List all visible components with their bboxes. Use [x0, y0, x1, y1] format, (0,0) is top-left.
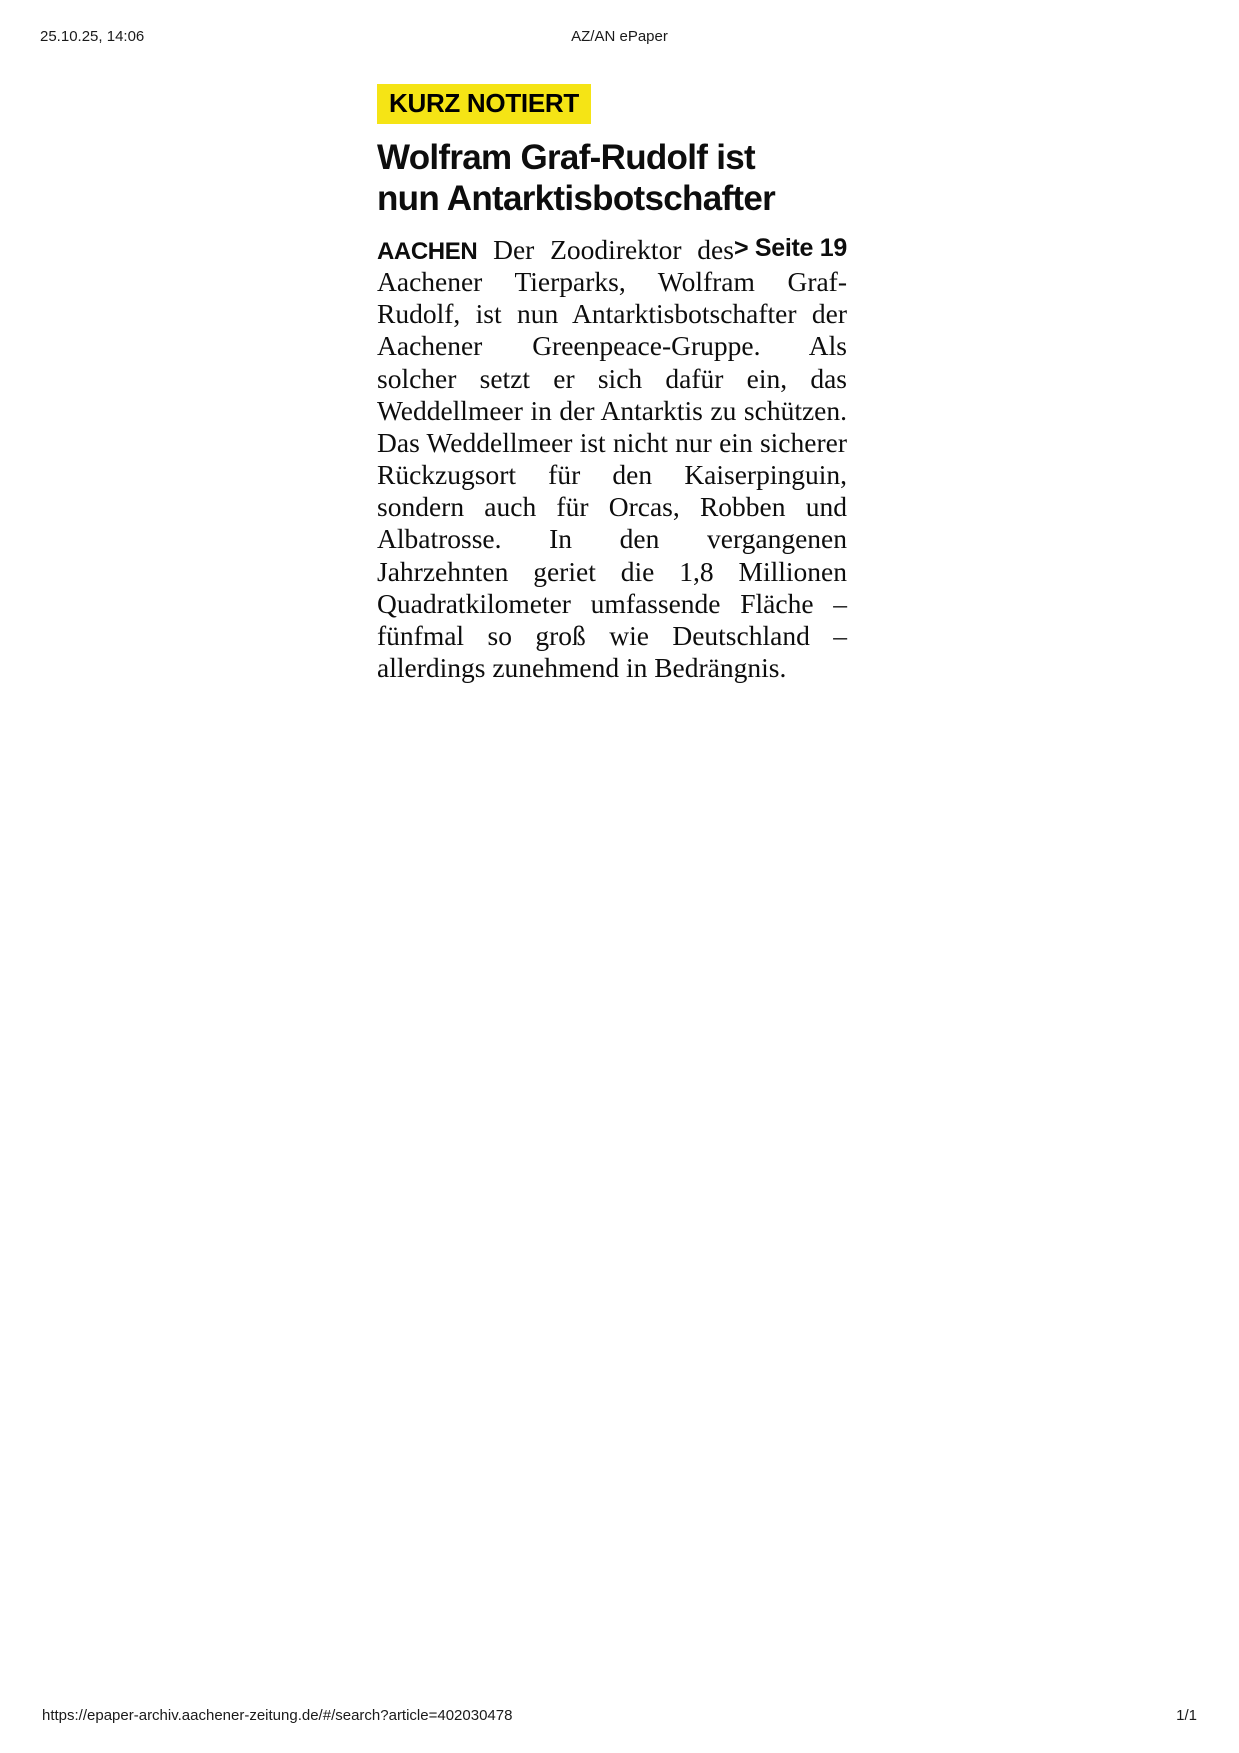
article-dateline: AACHEN — [377, 237, 478, 265]
article-clipping — [377, 84, 847, 684]
article-body — [377, 234, 847, 684]
article-body-text: Der Zoodirektor des Aachener Tierparks, Wolfram Graf-Rudolf, ist nun Antarktisbotschafter der Aachener Greenpeace-Gruppe. Als solcher setzt er sich dafür ein, das Weddellmeer in der Antarktis zu schützen. Das Weddellmeer ist nicht nur ein sicherer Rückzugsort für den Kaiserpinguin, sondern auch für Orcas, Robben und Albatrosse. In den vergangenen Jahrzehnten geriet die 1,8 Millionen Quadratkilometer umfassende Fläche – fünfmal so groß wie Deutschland – allerdings zunehmend in Bedrängnis. — [377, 233, 847, 684]
print-header — [0, 28, 1239, 48]
print-footer-url: https://epaper-archiv.aachener-zeitung.de/#/search?article=402030478 — [42, 1707, 513, 1724]
article-body-paragraph — [377, 234, 847, 684]
kicker-badge: KURZ NOTIERT — [377, 84, 591, 124]
headline-line-1: Wolfram Graf-Rudolf ist — [377, 138, 755, 177]
article-headline — [377, 138, 847, 220]
headline-line-2: nun Antarktisbotschafter — [377, 178, 776, 218]
print-header-datetime: 25.10.25, 14:06 — [40, 28, 145, 45]
print-header-title: AZ/AN ePaper — [571, 28, 668, 45]
print-footer — [0, 1707, 1239, 1727]
article-jump-reference[interactable]: > Seite 19 — [733, 233, 847, 262]
kicker-container — [377, 84, 847, 124]
print-footer-page: 1/1 — [1176, 1707, 1197, 1724]
